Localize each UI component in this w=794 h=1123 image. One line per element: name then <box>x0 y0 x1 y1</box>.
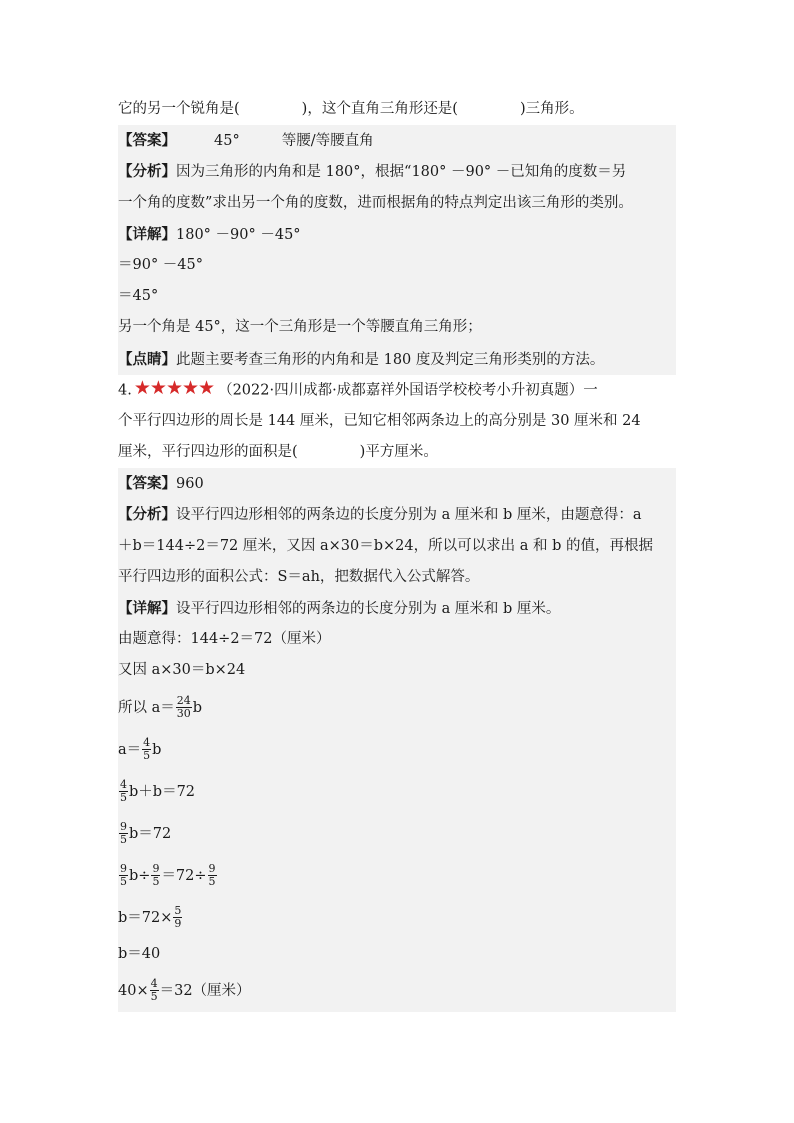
q4-question-line <box>118 406 676 437</box>
star-icon: ★ <box>198 376 215 399</box>
fraction <box>208 863 217 888</box>
detail-text: 40× <box>118 982 149 999</box>
q4-answer <box>118 468 676 499</box>
fraction <box>151 863 160 888</box>
detail-text: 另一个角是 45°，这一个三角形是一个等腰直角三角形； <box>118 319 482 336</box>
detail-text: b÷ <box>129 867 151 884</box>
q4-detail-step <box>118 655 676 686</box>
fraction <box>176 695 192 720</box>
detail-text: b＝40 <box>118 945 161 962</box>
fraction <box>119 863 128 888</box>
q3-analysis-cont <box>118 188 676 219</box>
detail-text: a＝ <box>118 741 142 758</box>
analysis-text: 设平行四边形相邻的两条边的长度分别为 a 厘米和 b 厘米，由题意得：a <box>176 507 642 524</box>
difficulty-stars <box>134 375 214 406</box>
comment-text: 此题主要考查三角形的内角和是 180 度及判定三角形类别的方法。 <box>176 351 605 368</box>
q4-text: 个平行四边形的周长是 144 厘米，已知它相邻两条边上的高分别是 30 厘米和 24 <box>118 412 641 429</box>
q3-text: )三角形。 <box>519 101 584 117</box>
q3-detail <box>118 219 676 250</box>
answer-value: 等腰/等腰直角 <box>281 133 374 150</box>
numerator: 9 <box>208 862 216 876</box>
analysis-text: 平行四边形的面积公式：S＝ah，把数据代入公式解答。 <box>118 568 480 585</box>
detail-text: 又因 a×30＝b×24 <box>118 662 246 679</box>
detail-text: b＝72 <box>129 825 172 842</box>
q4-analysis-cont <box>118 531 676 562</box>
q4-detail-step <box>118 771 676 813</box>
analysis-text: 因为三角形的内角和是 180°，根据“180° －90° －已知角的度数＝另 <box>176 164 627 181</box>
star-icon: ★ <box>149 376 166 399</box>
analysis-text: ＋b＝144÷2＝72 厘米，又因 a×30＝b×24，所以可以求出 a 和 b 的值，再根据 <box>118 537 653 554</box>
fraction <box>119 779 128 804</box>
q3-analysis <box>118 156 676 187</box>
fraction <box>173 905 182 930</box>
q3-detail-step <box>118 281 676 312</box>
numerator: 5 <box>174 904 182 918</box>
question-source: （2022·四川成都·成都嘉祥外国语学校校考小升初真题）一 <box>218 382 598 399</box>
fraction <box>142 737 151 762</box>
q4-detail <box>118 593 676 624</box>
denominator: 30 <box>176 707 191 721</box>
answer-tag: 【答案】 <box>118 132 176 150</box>
q4-detail-step <box>118 855 676 897</box>
q3-question-line <box>118 94 676 125</box>
detail-text: b <box>192 699 203 716</box>
numerator: 4 <box>143 736 151 750</box>
detail-text: 180° －90° －45° <box>176 226 301 243</box>
denominator: 5 <box>120 875 127 889</box>
q4-text: 厘米，平行四边形的面积是( <box>118 444 298 461</box>
q3-text: )，这个直角三角形还是( <box>301 101 458 117</box>
q4-detail-step <box>118 813 676 855</box>
star-icon: ★ <box>133 376 150 399</box>
document-page <box>118 94 676 1012</box>
detail-tag: 【详解】 <box>118 225 176 243</box>
detail-text: ＝45° <box>118 288 159 305</box>
q3-text: 它的另一个锐角是( <box>118 101 240 117</box>
detail-text: 所以 a＝ <box>118 699 175 716</box>
q4-detail-step <box>118 729 676 771</box>
numerator: 4 <box>120 778 127 792</box>
q4-detail-step <box>118 970 676 1012</box>
answer-value: 45° <box>214 133 240 150</box>
q3-comment <box>118 344 676 375</box>
detail-text: ＝32（厘米） <box>159 982 251 999</box>
numerator: 9 <box>120 862 127 876</box>
denominator: 9 <box>174 917 182 931</box>
fraction <box>150 978 159 1003</box>
q4-analysis-cont <box>118 562 676 593</box>
numerator: 9 <box>120 820 127 834</box>
analysis-tag: 【分析】 <box>118 506 176 524</box>
detail-text: ＝72÷ <box>161 867 207 884</box>
comment-tag: 【点睛】 <box>118 350 176 368</box>
question-number: 4. <box>118 382 132 399</box>
q3-detail-step <box>118 312 676 343</box>
detail-text: 由题意得：144÷2＝72（厘米） <box>118 631 331 648</box>
answer-tag: 【答案】 <box>118 475 176 493</box>
denominator: 5 <box>143 749 151 763</box>
detail-text: b＋b＝72 <box>129 783 196 800</box>
denominator: 5 <box>120 791 127 805</box>
numerator: 9 <box>152 862 160 876</box>
q4-detail-step <box>118 624 676 655</box>
q4-question-line <box>118 437 676 468</box>
detail-text: b <box>152 741 162 758</box>
q4-detail-step <box>118 939 676 970</box>
numerator: 24 <box>176 694 191 708</box>
numerator: 4 <box>150 977 158 991</box>
q4-analysis <box>118 499 676 530</box>
q3-answer <box>118 125 676 156</box>
q4-detail-step <box>118 897 676 939</box>
q3-detail-step <box>118 250 676 281</box>
denominator: 5 <box>152 875 160 889</box>
q4-question-line <box>118 375 676 406</box>
answer-value: 960 <box>176 476 204 493</box>
fraction <box>119 821 128 846</box>
analysis-text: 一个角的度数”求出另一个角的度数，进而根据角的特点判定出该三角形的类别。 <box>118 194 633 211</box>
denominator: 5 <box>208 875 216 889</box>
detail-tag: 【详解】 <box>118 600 176 617</box>
q4-text: )平方厘米。 <box>359 444 438 461</box>
detail-text: b＝72× <box>118 909 173 926</box>
q4-detail-step <box>118 687 676 729</box>
star-icon: ★ <box>181 376 199 399</box>
star-icon: ★ <box>165 376 182 399</box>
denominator: 5 <box>120 833 127 847</box>
detail-text: ＝90° －45° <box>118 256 204 273</box>
denominator: 5 <box>150 990 158 1004</box>
detail-text: 设平行四边形相邻的两条边的长度分别为 a 厘米和 b 厘米。 <box>176 601 561 617</box>
analysis-tag: 【分析】 <box>118 163 176 181</box>
